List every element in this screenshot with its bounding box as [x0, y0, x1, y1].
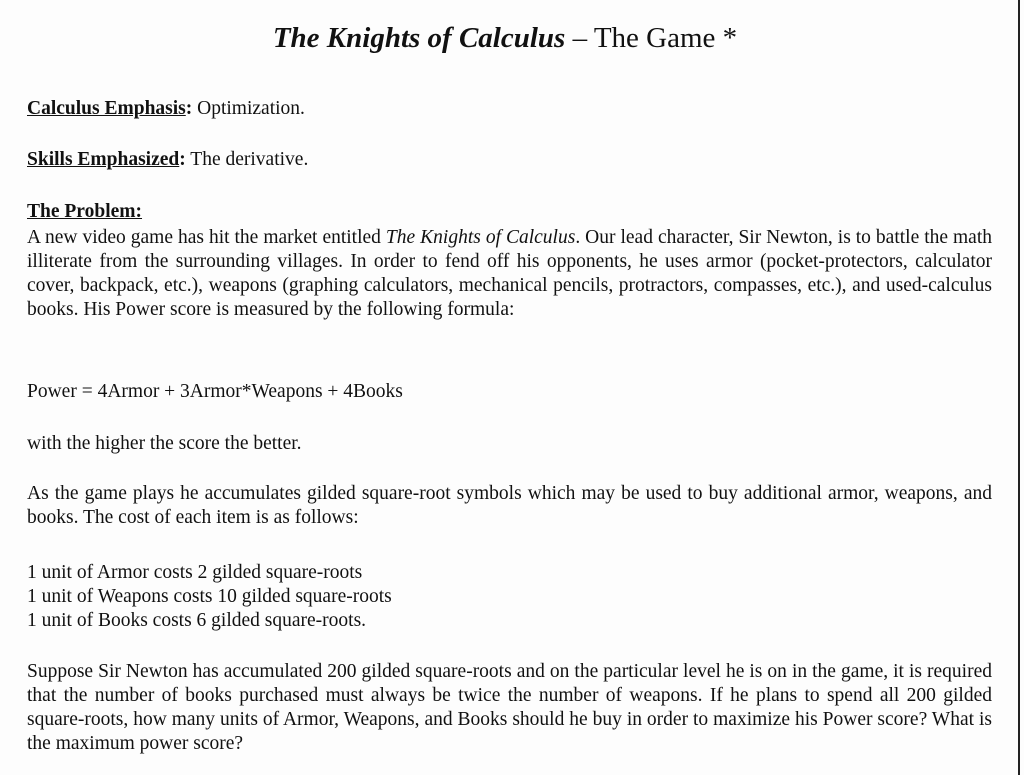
calculus-emphasis-label: Calculus Emphasis [27, 98, 186, 119]
skills-emphasized-colon: : [179, 149, 186, 170]
cost-weapons: 1 unit of Weapons costs 10 gilded square-roots [27, 586, 392, 607]
problem-heading [27, 200, 992, 224]
title-game-name: The Knights of Calculus [272, 22, 566, 54]
cost-books: 1 unit of Books costs 6 gilded square-roots. [27, 610, 367, 631]
title-suffix: – The Game * [565, 22, 738, 54]
problem-intro-paragraph [27, 226, 992, 322]
page-edge-rule [1018, 0, 1020, 775]
accumulate-paragraph: As the game plays he accumulates gilded square-root symbols which may be used to buy additional armor, weapons, and books. The cost of each item is as follows: [27, 483, 992, 528]
problem-intro-before: A new video game has hit the market entitled [27, 227, 386, 248]
question-paragraph: Suppose Sir Newton has accumulated 200 gilded square-roots and on the particular level he is on in the game, it is required that the number of books purchased must always be twice the number of weapons. If he plans to spend all 200 gilded square-roots, how many units of Armor, Weapons, and Books should he buy in order to maximize his Power score? What is the maximum power score? [27, 661, 992, 754]
calculus-emphasis-line [27, 97, 992, 121]
cost-list [27, 561, 992, 633]
higher-score-line: with the higher the score the better. [27, 433, 302, 454]
power-formula: Power = 4Armor + 3Armor*Weapons + 4Books [27, 381, 403, 402]
problem-intro-after: . Our lead character, Sir Newton, is to battle the math illiterate from the surrounding villages. In order to fend off his opponents, he uses armor (pocket-protectors, calculator cover, backpack, etc.), weapons (graphing calculators, mechanical pencils, protractors, compasses, etc.), and used-calculus books. His Power score is measured by the following formula: [27, 227, 993, 320]
problem-label: The Problem: [27, 201, 143, 222]
skills-emphasized-label: Skills Emphasized [27, 149, 180, 170]
skills-emphasized-line [27, 148, 992, 172]
calculus-emphasis-value: Optimization. [192, 98, 305, 119]
page-title [0, 20, 1010, 56]
skills-emphasized-value: The derivative. [185, 149, 309, 170]
problem-intro-title: The Knights of Calculus [385, 227, 576, 248]
calculus-emphasis-colon: : [185, 98, 193, 119]
cost-armor: 1 unit of Armor costs 2 gilded square-roots [27, 562, 363, 583]
